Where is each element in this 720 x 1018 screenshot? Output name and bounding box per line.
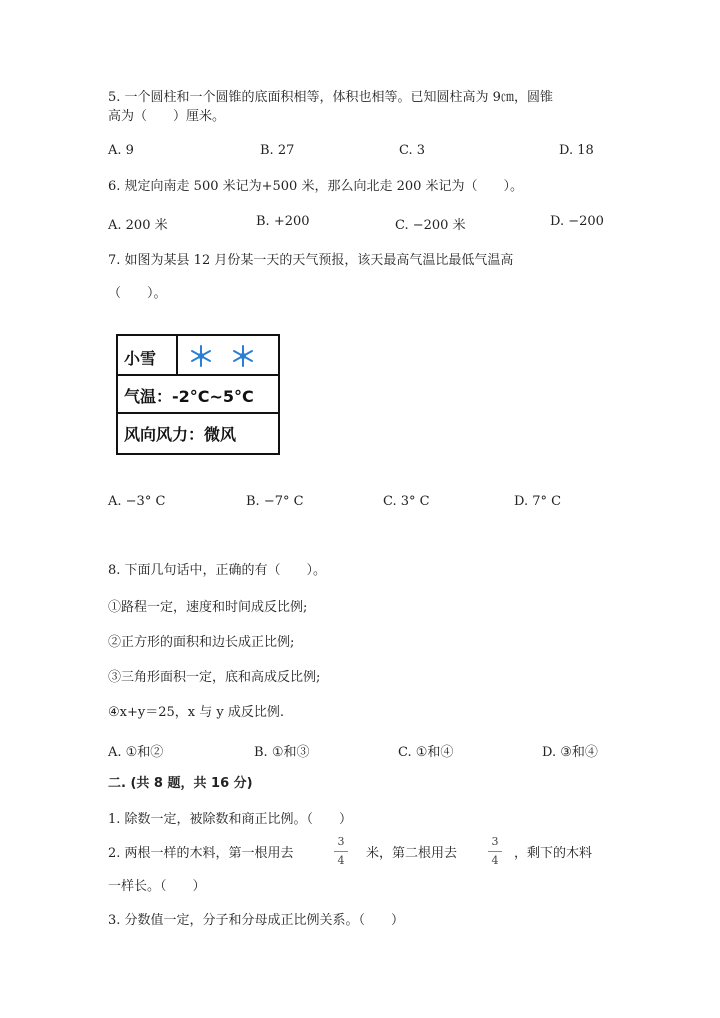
fraction-denominator: 4 (337, 854, 345, 867)
q7-options (108, 494, 608, 512)
weather-row-condition (118, 336, 278, 376)
weather-divider (176, 336, 178, 374)
q6-text: 6. 规定向南走 500 米记为+500 米，那么向北走 200 米记为（ ）。 (108, 179, 524, 194)
weather-wind: 风向风力：微风 (124, 425, 237, 444)
q7-option-c[interactable]: C. 3° C (383, 494, 430, 509)
weather-forecast-card (116, 334, 280, 455)
q6-option-b[interactable]: B. +200 (256, 214, 310, 229)
q8-option-b[interactable]: B. ①和③ (254, 745, 310, 760)
q7-option-b[interactable]: B. −7° C (246, 494, 304, 509)
s2-q2-part1: 2. 两根一样的木料，第一根用去 (108, 846, 294, 861)
fraction-numerator: 3 (337, 835, 345, 848)
q5-option-a[interactable]: A. 9 (108, 143, 134, 158)
q7-option-a[interactable]: A. −3° C (108, 494, 166, 509)
weather-condition: 小雪 (124, 349, 157, 368)
weather-row-temperature (118, 374, 278, 414)
q5-option-b[interactable]: B. 27 (260, 143, 295, 158)
q6-option-a[interactable]: A. 200 米 (108, 218, 168, 233)
s2-q2-part3: ，剩下的木料 (514, 846, 593, 861)
fraction-bar (488, 851, 502, 852)
q7-text-line1: 7. 如图为某县 12 月份某一天的天气预报，该天最高气温比最低气温高 (108, 253, 514, 268)
q5-text-line1: 5. 一个圆柱和一个圆锥的底面积相等，体积也相等。已知圆柱高为 9㎝，圆锥 (108, 90, 553, 105)
section-2-title: 二. (共 8 题，共 16 分) (108, 776, 253, 791)
s2-q3-text: 3. 分数值一定，分子和分母成正比例关系。（ ） (108, 913, 405, 928)
s2-q2-part2: 米，第二根用去 (366, 846, 458, 861)
q5-option-d[interactable]: D. 18 (559, 143, 594, 158)
q6-option-d[interactable]: D. −200 (550, 214, 604, 229)
q8-statement-4: ④x+y＝25，x 与 y 成反比例. (108, 705, 284, 720)
weather-row-wind (118, 414, 278, 451)
q5-option-c[interactable]: C. 3 (399, 143, 426, 158)
q8-options (108, 741, 608, 759)
q7-text-line2: （ ）。 (108, 286, 167, 301)
fraction-denominator: 4 (491, 854, 499, 867)
q5-text-line2: 高为（ ）厘米。 (108, 109, 226, 124)
q8-option-c[interactable]: C. ①和④ (398, 745, 454, 760)
fraction-bar (334, 851, 348, 852)
q6-options (108, 214, 608, 232)
s2-q1-text: 1. 除数一定，被除数和商正比例。（ ） (108, 812, 353, 827)
q6-option-c[interactable]: C. −200 米 (395, 218, 466, 233)
q8-option-a[interactable]: A. ①和② (108, 745, 164, 760)
q8-statement-1: ①路程一定，速度和时间成反比例; (108, 600, 308, 615)
q8-text: 8. 下面几句话中，正确的有（ ）。 (108, 563, 327, 578)
s2-q2-line2: 一样长。（ ） (108, 879, 206, 894)
q8-statement-2: ②正方形的面积和边长成正比例; (108, 635, 295, 650)
snowflake-icon (188, 344, 214, 372)
q5-options (108, 143, 608, 161)
q7-option-d[interactable]: D. 7° C (514, 494, 562, 509)
s2-q2-fraction-1 (334, 836, 348, 867)
snowflake-icon (230, 344, 256, 372)
q8-statement-3: ③三角形面积一定，底和高成反比例; (108, 670, 321, 685)
q8-option-d[interactable]: D. ③和④ (542, 745, 598, 760)
fraction-numerator: 3 (491, 835, 499, 848)
s2-q2-fraction-2 (488, 836, 502, 867)
weather-temperature: 气温：-2°C~5°C (124, 387, 254, 406)
